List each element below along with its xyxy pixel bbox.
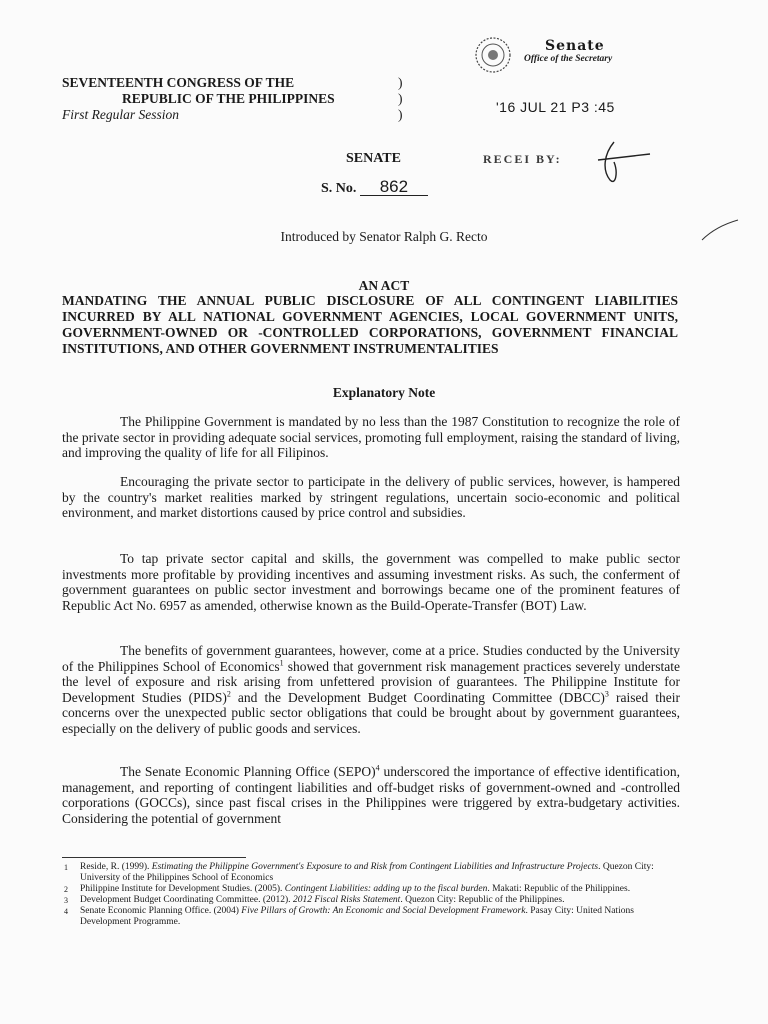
signature-icon <box>592 136 652 191</box>
bill-number: 862 <box>360 179 428 196</box>
paragraph-4 <box>62 643 680 737</box>
paren-3: ) <box>398 107 403 122</box>
congress-line-1: SEVENTEENTH CONGRESS OF THE <box>62 75 295 90</box>
stamp-received: RECEI BY: <box>483 152 562 166</box>
footnote-text: Senate Economic Planning Office. (2004) <box>80 906 242 916</box>
footnote-title: Five Pillars of Growth: An Economic and Social Development Framework <box>241 906 526 916</box>
paragraph-5 <box>62 764 680 826</box>
footnote-4 <box>62 906 684 928</box>
p4-part-a: The benefits of government guarantees, however, come at a price. Studies conducted by the University of the Philippines School of Economics <box>62 643 680 674</box>
footnote-1 <box>62 862 684 884</box>
footnote-text: Development Budget Coordinating Committee. (2012). <box>80 895 293 905</box>
p5-part-a: The Senate Economic Planning Office (SEPO) <box>120 764 376 779</box>
bill-number-label: S. No. <box>321 181 357 196</box>
footnote-text: . Quezon City: Republic of the Philippines. <box>400 895 565 905</box>
footnote-divider <box>62 857 246 858</box>
footnote-text: . Quezon City: University of the Philippines School of Economics <box>80 862 654 883</box>
stamp-office: Office of the Secretary <box>524 54 613 64</box>
p5-part-b: underscored the importance of effective identification, management, and reporting of contingent liabilities and off-budget risks of government-owned and -controlled corporations (GOCCs), since past fiscal crises in the Philippines were triggered by extra-budgetary activities. Considering the potential of government <box>62 764 680 826</box>
footnote-title: Estimating the Philippine Government's Exposure to and Risk from Contingent Liabilities and Infrastructure Projects <box>151 862 599 872</box>
senate-seal-icon <box>474 36 512 74</box>
footnote-text: Philippine Institute for Development Studies. (2005). <box>80 884 285 894</box>
footnote-number: 2 <box>64 885 68 894</box>
footnote-ref-3[interactable]: 3 <box>604 689 609 699</box>
congress-line-2: REPUBLIC OF THE PHILIPPINES <box>122 91 335 106</box>
paragraph-3: To tap private sector capital and skills, the government was compelled to make public sector investments more profitable by providing incentives and assuming investment risks. As such, the conferment of government guarantees on public sector investment and borrowings became one of the prominent features of Republic Act No. 6957 as amended, otherwise known as the Build-Operate-Transfer (BOT) Law. <box>62 551 680 613</box>
p4-part-b: showed that government risk management practices severely understate the level of exposure and risk arising from unfettered provision of guarantees. The Philippine Institute for Development Studies (PIDS) <box>62 658 680 705</box>
footnote-title: Contingent Liabilities: adding up to the fiscal burden <box>284 884 488 894</box>
footnote-text: . Pasay City: United Nations Development Programme. <box>80 906 634 927</box>
bill-number-row <box>321 179 428 197</box>
footnote-number: 1 <box>64 863 68 872</box>
stamp-senate: Senate <box>545 38 605 54</box>
introduced-by: Introduced by Senator Ralph G. Recto <box>280 229 488 244</box>
footnote-3 <box>62 895 684 906</box>
paren-2: ) <box>398 91 403 106</box>
congress-header <box>62 75 442 123</box>
footnote-title: 2012 Fiscal Risks Statement <box>292 895 401 905</box>
p4-part-c: and the Development Budget Coordinating Committee (DBCC) <box>230 689 605 705</box>
act-label: AN ACT <box>358 278 410 293</box>
paren-1: ) <box>398 75 403 90</box>
footnotes <box>62 862 684 928</box>
footnote-ref-4[interactable]: 4 <box>375 763 380 773</box>
paragraph-2: Encouraging the private sector to participate in the delivery of public services, however, is hampered by the country's market realities marked by stringent regulations, uncertain socio-economic and political environment, and market distortions caused by price control and subsidies. <box>62 474 680 521</box>
footnote-ref-2[interactable]: 2 <box>226 689 231 699</box>
chamber-label: SENATE <box>346 151 401 166</box>
act-title: MANDATING THE ANNUAL PUBLIC DISCLOSURE OF ALL CONTINGENT LIABILITIES INCURRED BY ALL NATIONAL GOVERNMENT AGENCIES, LOCAL GOVERNMENT UNITS, GOVERNMENT-OWNED OR -CONTROLLED CORPORATIONS, GOVERNMENT FINANCIAL INSTITUTIONS, AND OTHER GOVERNMENT INSTRUMENTALITIES <box>62 293 678 356</box>
footnote-2 <box>62 884 684 895</box>
explanatory-note-title: Explanatory Note <box>332 385 436 400</box>
paragraph-1: The Philippine Government is mandated by no less than the 1987 Constitution to recognize the role of the private sector in providing adequate social services, promoting full employment, raising the standard of living, and improving the quality of life for all Filipinos. <box>62 414 680 461</box>
footnote-number: 3 <box>64 896 68 905</box>
footnote-text: . Makati: Republic of the Philippines. <box>487 884 631 894</box>
footnote-number: 4 <box>64 907 68 916</box>
footnote-text: Reside, R. (1999). <box>80 862 152 872</box>
stamp-date: '16 JUL 21 P3 :45 <box>496 99 615 115</box>
p4-part-d: raised their concerns over the unexpected public sector obligations that could be brought about by government guarantees, especially on the delivery of public goods and services. <box>62 689 680 736</box>
footnote-ref-1[interactable]: 1 <box>279 658 284 668</box>
session-line: First Regular Session <box>62 107 179 122</box>
